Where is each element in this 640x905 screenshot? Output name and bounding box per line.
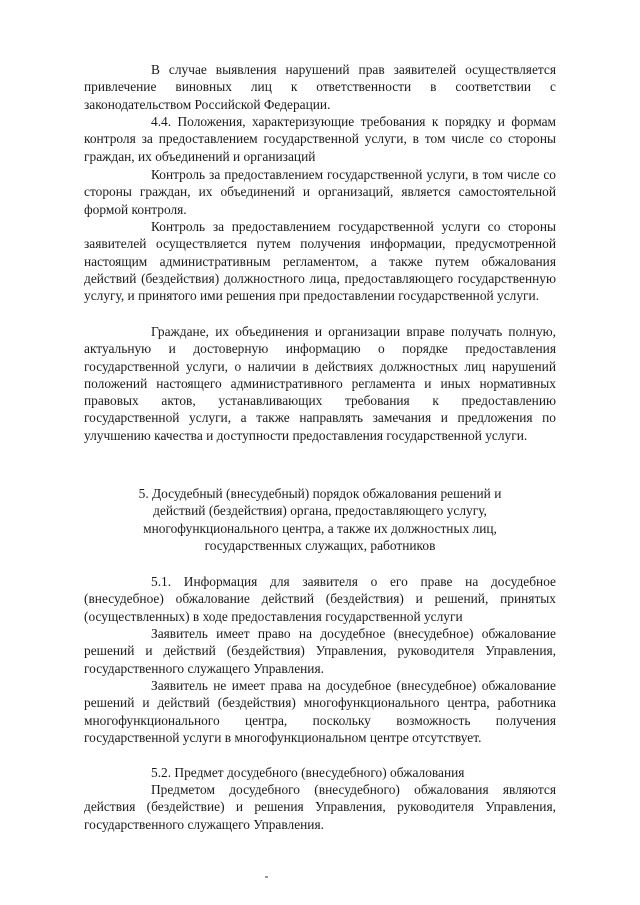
paragraph-section-5-2: 5.2. Предмет досудебного (внесудебного) обжалования <box>151 765 465 780</box>
page-footer-mark <box>265 876 268 878</box>
paragraph-citizens-rights: Граждане, их объединения и организации вправе получать полную, актуальную и достоверную информацию о порядке предоставления государственной услуги, о наличии в действиях должностных лиц нарушений положений настоящего административного регламента и иных нормативных правовых актов, устанавливающих требования к предоставлению государственной услуги, а также направлять замечания и предложения по улучшению качества и доступности предоставления государственной услуги. <box>84 324 556 443</box>
paragraph-control-form: Контроль за предоставлением государственной услуги, в том числе со стороны граждан, их объединений и организаций, является самостоятельной формой контроля. <box>84 167 556 217</box>
section-heading-line: 5. Досудебный (внесудебный) порядок обжалования решений и <box>138 486 502 501</box>
section-5-heading <box>84 485 556 554</box>
paragraph-no-right-mfc: Заявитель не имеет права на досудебное (внесудебное) обжалование решений и действий (бездействия) многофункционального центра, работника многофункционального центра, поскольку возможность получения государственной услуги в многофункциональном центре отсутствует. <box>84 678 556 745</box>
section-heading-line: действий (бездействия) органа, предоставляющего услугу, <box>153 503 487 519</box>
paragraph-section-5-1: 5.1. Информация для заявителя о его праве на досудебное (внесудебное) обжалование действий (бездействия) и решений, принятых (осуществленных) в ходе предоставления государственной услуги <box>84 574 556 624</box>
paragraph-control-by-applicants: Контроль за предоставлением государственной услуги со стороны заявителей осуществляется путем получения информации, предусмотренной настоящим административным регламентом, а также путем обжалования действий (бездействия) должностного лица, предоставляющего государственную услугу, и принятого ими решения при предоставлении государственной услуги. <box>84 219 556 304</box>
paragraph-right-to-appeal: Заявитель имеет право на досудебное (внесудебное) обжалование решений и действий (бездействия) Управления, руководителя Управления, государственного служащего Управления. <box>84 626 556 676</box>
paragraph-section-4-4: 4.4. Положения, характеризующие требования к порядку и формам контроля за предоставлением государственной услуги, в том числе со стороны граждан, их объединений и организаций <box>84 114 556 164</box>
paragraph-violations-liability: В случае выявления нарушений прав заявителей осуществляется привлечение виновных лиц к ответственности в соответствии с законодательством Российской Федерации. <box>84 62 556 112</box>
section-heading-line: многофункционального центра, а также их должностных лиц, <box>143 520 497 536</box>
paragraph-subject-of-appeal: Предметом досудебного (внесудебного) обжалования являются действия (бездействие) и решения Управления, руководителя Управления, государственного служащего Управления. <box>84 782 556 832</box>
section-heading-line: государственных служащих, работников <box>204 537 436 553</box>
